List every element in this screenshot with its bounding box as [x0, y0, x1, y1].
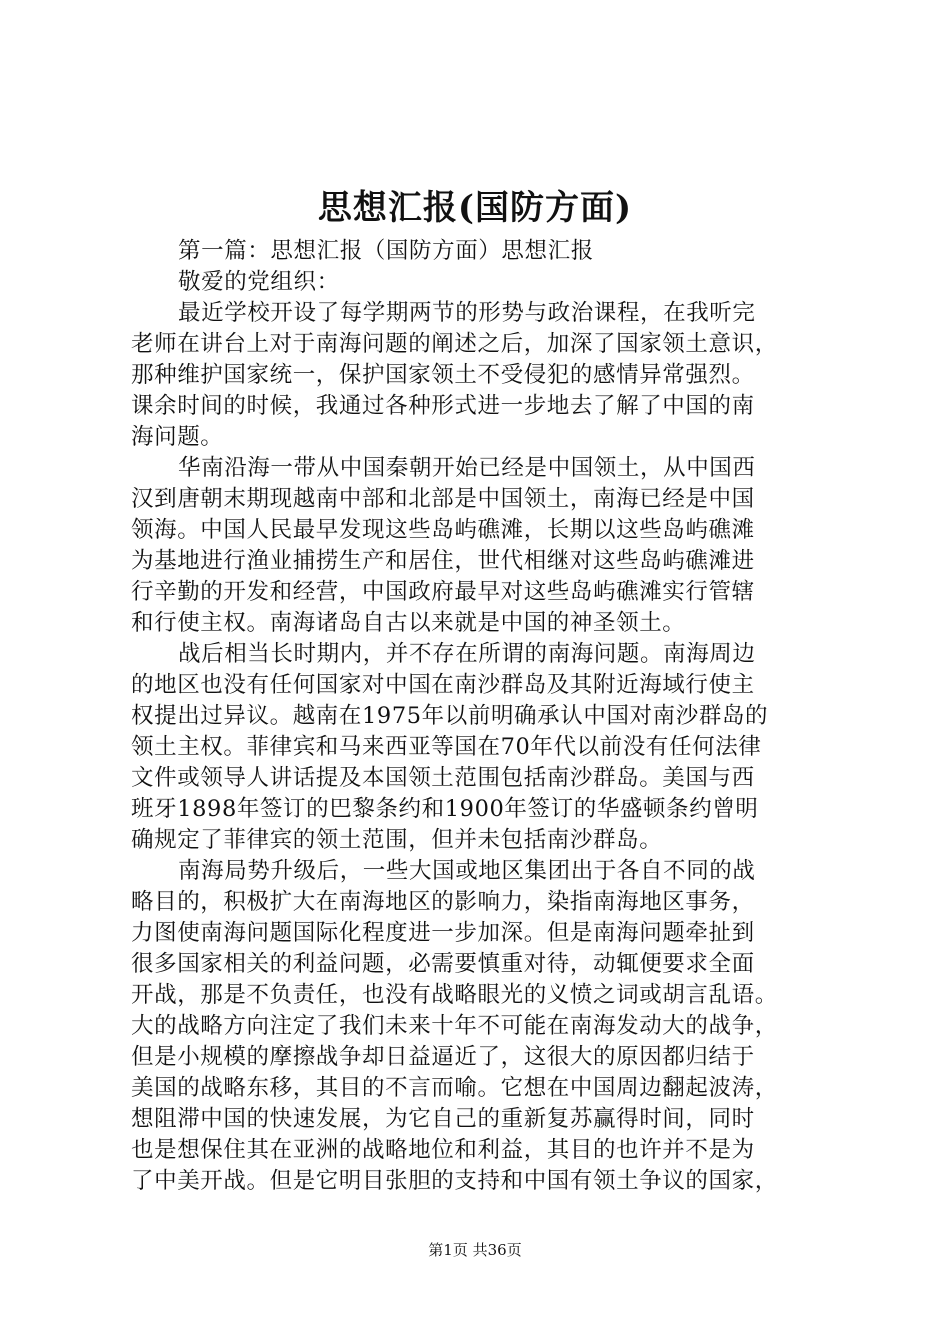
text-line: 想阻滞中国的快速发展，为它自己的重新复苏赢得时间，同时 [131, 1106, 755, 1132]
text-line: 海问题。 [131, 424, 224, 450]
text-line: 敬爱的党组织： [178, 269, 340, 295]
text-line: 课余时间的时候，我通过各种形式进一步地去了解了中国的南 [131, 393, 755, 419]
text-line: 行辛勤的开发和经营，中国政府最早对这些岛屿礁滩实行管辖 [131, 579, 755, 605]
text-line: 了中美开战。但是它明目张胆的支持和中国有领土争议的国家， [131, 1168, 778, 1194]
document-body [131, 236, 831, 1197]
text-line: 领海。中国人民最早发现这些岛屿礁滩，长期以这些岛屿礁滩 [131, 517, 755, 543]
document-title: 思想汇报(国防方面) [317, 188, 633, 228]
text-line: 领土主权。菲律宾和马来西亚等国在70年代以前没有任何法律 [131, 734, 762, 760]
text-line: 南海局势升级后，一些大国或地区集团出于各自不同的战 [178, 858, 756, 884]
text-line: 班牙1898年签订的巴黎条约和1900年签订的华盛顿条约曾明 [131, 796, 759, 822]
text-line: 战后相当长时期内，并不存在所谓的南海问题。南海周边 [178, 641, 756, 667]
text-line: 大的战略方向注定了我们未来十年不可能在南海发动大的战争， [131, 1013, 778, 1039]
text-line: 很多国家相关的利益问题，必需要慎重对待，动辄便要求全面 [131, 951, 755, 977]
text-line: 汉到唐朝末期现越南中部和北部是中国领土，南海已经是中国 [131, 486, 755, 512]
text-line: 略目的，积极扩大在南海地区的影响力，染指南海地区事务， [131, 889, 755, 915]
text-line: 的地区也没有任何国家对中国在南沙群岛及其附近海域行使主 [131, 672, 755, 698]
text-line: 权提出过异议。越南在1975年以前明确承认中国对南沙群岛的 [131, 703, 769, 729]
text-line: 美国的战略东移，其目的不言而喻。它想在中国周边翻起波涛， [131, 1075, 778, 1101]
text-line: 确规定了菲律宾的领土范围，但并未包括南沙群岛。 [131, 827, 663, 853]
text-line: 力图使南海问题国际化程度进一步加深。但是南海问题牵扯到 [131, 920, 755, 946]
text-line: 老师在讲台上对于南海问题的阐述之后，加深了国家领土意识， [131, 331, 778, 357]
text-line: 文件或领导人讲话提及本国领土范围包括南沙群岛。美国与西 [131, 765, 755, 791]
text-line: 和行使主权。南海诸岛自古以来就是中国的神圣领土。 [131, 610, 686, 636]
page-footer: 第1页 共36页 [428, 1241, 522, 1259]
text-line: 第一篇：思想汇报（国防方面）思想汇报 [178, 238, 594, 264]
text-line: 为基地进行渔业捕捞生产和居住，世代相继对这些岛屿礁滩进 [131, 548, 755, 574]
text-line: 开战，那是不负责任，也没有战略眼光的义愤之词或胡言乱语。 [131, 982, 778, 1008]
text-line: 华南沿海一带从中国秦朝开始已经是中国领土，从中国西 [178, 455, 756, 481]
text-line: 那种维护国家统一，保护国家领土不受侵犯的感情异常强烈。 [131, 362, 755, 388]
text-line: 也是想保住其在亚洲的战略地位和利益，其目的也许并不是为 [131, 1137, 755, 1163]
text-line: 最近学校开设了每学期两节的形势与政治课程，在我听完 [178, 300, 756, 326]
text-line: 但是小规模的摩擦战争却日益逼近了，这很大的原因都归结于 [131, 1044, 755, 1070]
